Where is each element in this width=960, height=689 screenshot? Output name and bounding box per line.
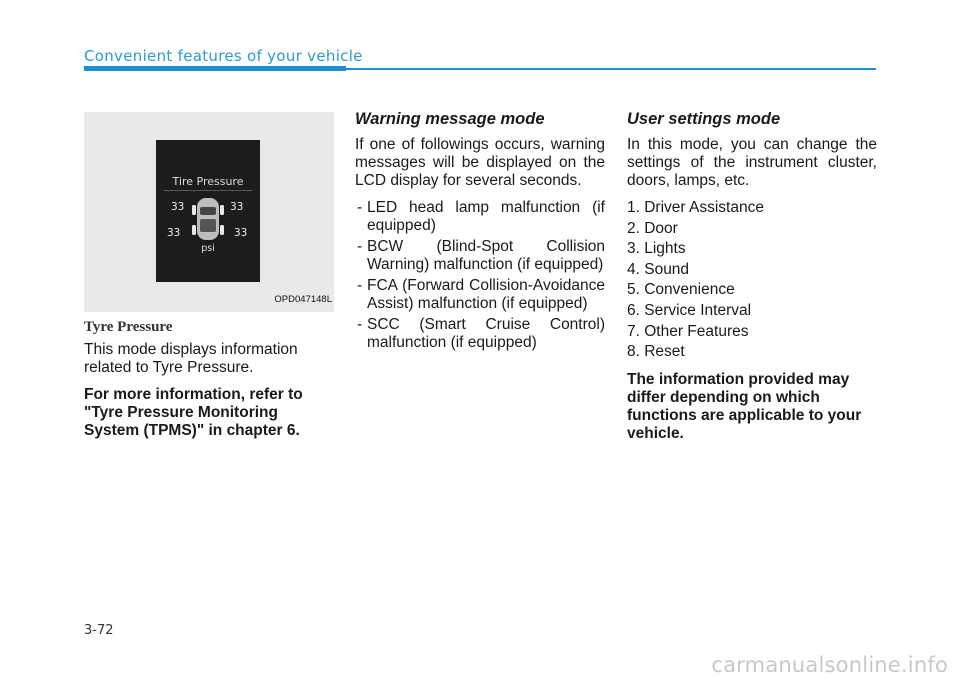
tire-pressure-front-left: 33: [171, 201, 185, 213]
warning-mode-intro: If one of followings occurs, warning messages will be displayed on the LCD display for several seconds.: [355, 136, 605, 189]
list-item: 3. Lights: [627, 240, 686, 258]
list-item: 2. Door: [627, 219, 678, 237]
cluster-display: [156, 140, 260, 282]
figure-caption: Tyre Pressure: [84, 319, 173, 335]
list-item: 5. Convenience: [627, 281, 735, 299]
cluster-divider: [164, 190, 252, 191]
tire-pressure-front-right: 33: [230, 201, 244, 213]
car-top-view-icon: [190, 197, 226, 241]
list-item: - FCA (Forward Collision-Avoidance Assist) malfunction (if equipped): [355, 277, 605, 313]
cluster-screen-title: Tire Pressure: [172, 175, 244, 188]
tire-pressure-figure: [84, 112, 334, 312]
tire-pressure-rear-left: 33: [167, 227, 181, 239]
list-item: 7. Other Features: [627, 322, 749, 340]
list-item: 8. Reset: [627, 343, 685, 361]
list-item: - SCC (Smart Cruise Control) malfunction (if equipped): [355, 316, 605, 352]
right-column: [627, 110, 877, 452]
user-settings-heading: User settings mode: [627, 110, 781, 128]
applicability-note: The information provided may differ depending on which functions are applicable to your vehicle.: [627, 371, 862, 443]
left-column: [84, 112, 334, 449]
pressure-unit: psi: [201, 243, 215, 254]
figure-code: OPD047148L: [274, 294, 332, 305]
list-item: - LED head lamp malfunction (if equipped): [355, 199, 605, 235]
user-settings-intro: In this mode, you can change the settings of the instrument cluster, doors, lamps, etc.: [627, 136, 877, 189]
warning-list: [355, 199, 605, 352]
list-item: 4. Sound: [627, 260, 690, 278]
page-number: 3-72: [84, 623, 114, 638]
section-header-title: Convenient features of your vehicle: [84, 47, 363, 65]
tpms-reference-note: For more information, refer to "Tyre Pressure Monitoring System (TPMS)" in chapter 6.: [84, 386, 303, 439]
warning-mode-heading: Warning message mode: [355, 110, 545, 128]
tire-pressure-rear-right: 33: [234, 227, 248, 239]
list-item: 1. Driver Assistance: [627, 199, 764, 216]
list-item: 6. Service Interval: [627, 301, 752, 319]
watermark-link[interactable]: carmanualsonline.info: [711, 653, 948, 677]
user-settings-list: [627, 199, 877, 361]
tire-pressure-description: This mode displays information related to Tyre Pressure.: [84, 341, 298, 376]
middle-column: [355, 110, 605, 355]
list-item: - BCW (Blind-Spot Collision Warning) malfunction (if equipped): [355, 238, 605, 274]
header-rule-thin: [346, 68, 876, 70]
header-rule-thick: [84, 66, 346, 71]
